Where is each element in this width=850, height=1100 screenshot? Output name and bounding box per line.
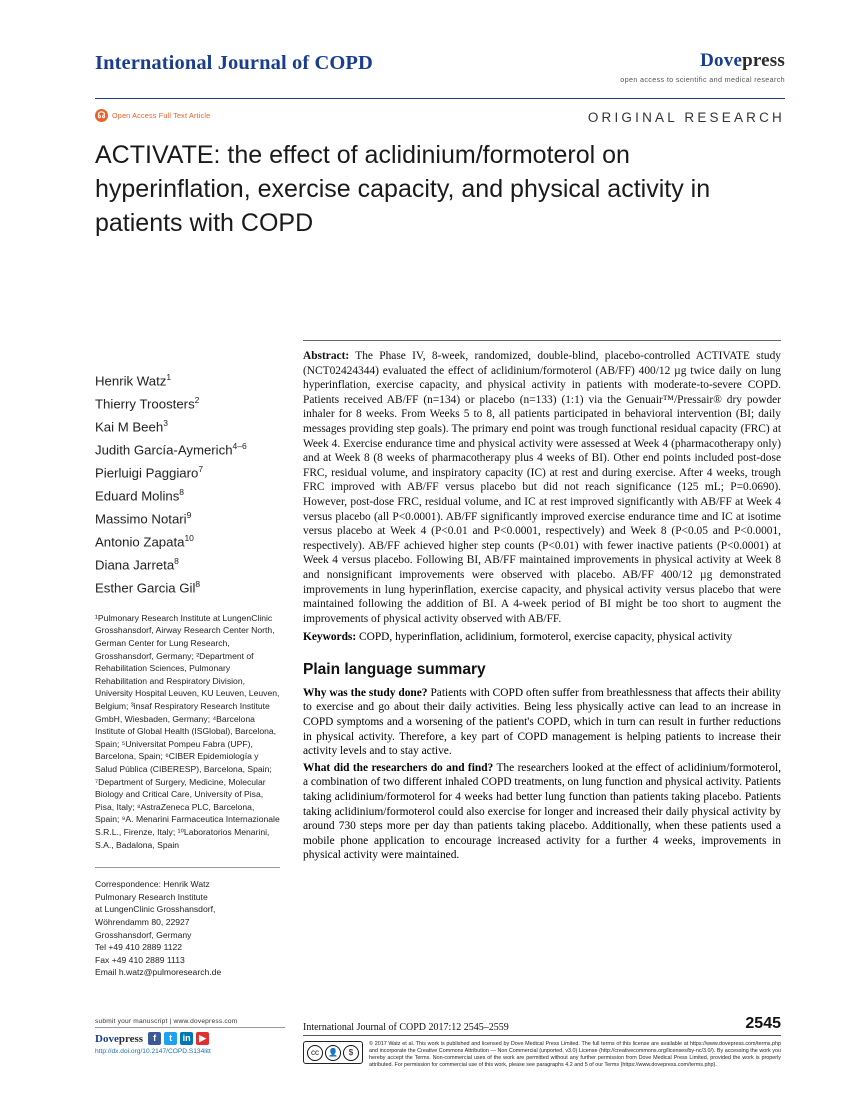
- correspondence-line: Correspondence: Henrik Watz: [95, 879, 210, 890]
- keywords-section: [303, 630, 781, 645]
- author-affiliation-marker: 10: [184, 532, 194, 543]
- author-name: Pierluigi Paggiaro$^7$: [95, 463, 204, 481]
- abstract-label: Abstract:: [303, 350, 350, 362]
- page-number: 2545: [745, 1015, 781, 1032]
- footer-dovepress-wordmark: [95, 1033, 143, 1045]
- footer-left: [95, 1018, 285, 1055]
- author-name: Judith García-Aymerich$^{4-6}$: [95, 440, 247, 458]
- plain-language-body: [303, 686, 781, 863]
- cc-nc-icon: $: [343, 1045, 359, 1061]
- journal-citation: International Journal of COPD 2017:12 2545–2559: [303, 1022, 509, 1033]
- press-text: press: [742, 50, 785, 71]
- author-affiliation-marker: 8: [174, 555, 179, 566]
- author-affiliation-marker: 2: [194, 394, 200, 405]
- author-affiliation-marker: 3: [163, 417, 168, 428]
- journal-title: International Journal of COPD: [95, 52, 373, 74]
- dovepress-tagline: open access to scientific and medical research: [620, 75, 785, 84]
- abstract-text: The Phase IV, 8-week, randomized, double-blind, placebo-controlled ACTIVATE study (NCT02424344) evaluated the effect of aclidinium/formoterol (AB/FF) 400/12 µg twice daily on lung hyperinflation, exercise capacity, and physical activity in patients with moderate-to-severe COPD. Patients received AB/FF (n=134) or placebo (n=133) (1:1) via the Genuair™/Pressair® dry powder inhaler for 8 weeks. From Weeks 5 to 8, all patients participated in behavioral intervention (BI; daily messages providing step goals). The primary end point was trough functional residual capacity (FRC) at Week 4. Exercise endurance time and physical activity were assessed at Week 4 (pharmacotherapy only) and at Week 8 (8 weeks of pharmacotherapy plus 4 weeks of BI). Other end points included post-dose FRC, residual volume, and inspiratory capacity (IC) at rest and during exercise. After 4 weeks, trough FRC improved with AB/FF versus placebo but did not reach significance (125 mL; P=0.0690). However, post-dose FRC, residual volume, and IC at rest improved significantly with AB/FF at Week 4 versus placebo (all P<0.0001). AB/FF significantly improved exercise endurance time and IC at isotime versus placebo at Week 4 (P<0.01 and P<0.0001, respectively) and Week 8 (P<0.05 and P<0.0001, respectively). AB/FF achieved higher step counts (P<0.01) with fewer inactive patients (P<0.0001) at Week 4 versus placebo. Following BI, AB/FF maintained improvements in physical activity at Week 8 and nonsignificant improvements were observed with placebo. AB/FF 400/12 µg demonstrated improvements in lung hyperinflation, exercise capacity, and physical activity versus placebo that were maintained following the addition of BI. A 4-week period of BI might be too short to augment the improvements of physical activity observed with AB/FF.: [303, 350, 781, 625]
- correspondence-line: Wöhrendamm 80, 22927: [95, 916, 190, 927]
- plain-language-answer: The researchers looked at the effect of aclidinium/formoterol, a combination of two different inhaled COPD treatments, on lung function and physical activity. Patients taking aclidinium/formoterol for 4 weeks had better lung function than patients taking placebo. Patients taking aclidinium/formoterol could also exercise for longer and increased their daily physical activity by around 730 steps more per day than patients taking placebo. Additionally, when these patients used a mobile phone application to encourage increased activity for a further 4 weeks, improvements in physical activity were maintained.: [303, 761, 782, 862]
- cc-by-icon: 👤: [325, 1045, 341, 1061]
- affiliations: ¹Pulmonary Research Institute at LungenClinic Grosshansdorf, Airway Research Center North, German Center for Lung Research, Grosshansdorf, Germany; ²Department of Rehabilitation Sciences, Pulmonary Rehabilitation and Respiratory Division, University Hospital Leuven, KU Leuven, Leuven, Belgium; ³insaf Respiratory Research Institute GmbH, Wiesbaden, Germany; ⁴Barcelona Institute of Global Health (ISGlobal), Barcelona, Spain; ⁵Universitat Pompeu Fabra (UPF), Barcelona, Spain; ⁶CIBER Epidemiología y Salud Pública (CIBERESP), Barcelona, Spain; ⁷Department of Surgery, Medicine, Molecular Biology and Critical Care, University of Pisa, Pisa, Italy; ⁸AstraZeneca PLC, Barcelona, Spain; ⁹A. Menarini Farmaceutica Internazionale S.R.L., Firenze, Italy; ¹⁰Laboratorios Menarini, S.A., Badalona, Spain: [95, 612, 280, 850]
- author-name: Thierry Troosters$^2$: [95, 394, 200, 412]
- license-block: [303, 1041, 781, 1069]
- abstract-top-divider: [303, 340, 781, 341]
- correspondence-line: at LungenClinic Grosshansdorf,: [95, 904, 216, 915]
- author-name: Massimo Notari$^9$: [95, 509, 192, 527]
- correspondence-line: Fax +49 410 2889 1113: [95, 954, 185, 965]
- author-affiliation-marker: 8: [179, 486, 185, 497]
- author-name: Diana Jarreta$^8$: [95, 555, 179, 573]
- open-access-badge[interactable]: [95, 109, 210, 122]
- author-name: Kai M Beeh$^3$: [95, 417, 168, 435]
- abstract-section: [303, 349, 781, 626]
- author-name: Esther Garcia Gil$^8$: [95, 578, 201, 596]
- page-title: ACTIVATE: the effect of aclidinium/formoterol on hyperinflation, exercise capacity, and physical activity in patients with COPD: [95, 141, 711, 237]
- plain-language-answer: Patients with COPD often suffer from breathlessness that affects their ability to exercise and go about their daily activities. Being less physically active can lead to an increase in COPD symptoms and a worsening of the patient's COPD, which in turn can result in further reductions in physical activity. Therefore, a key part of COPD management is helping patients to increase their activity levels and to stay active.: [303, 686, 781, 758]
- plain-language-paragraph: [303, 761, 781, 863]
- masthead-divider: [95, 98, 785, 99]
- author-affiliation-marker: 7: [198, 463, 204, 474]
- plain-language-question: What did the researchers do and find?: [303, 761, 494, 774]
- keywords-label: Keywords:: [303, 631, 357, 644]
- footer-dove-text: Dove: [95, 1032, 119, 1045]
- right-column: [303, 340, 781, 865]
- open-access-lock-icon: ☊: [95, 109, 108, 122]
- keywords-text: COPD, hyperinflation, aclidinium, formoterol, exercise capacity, physical activity: [356, 631, 733, 644]
- author-name: Henrik Watz$^1$: [95, 372, 172, 389]
- twitter-icon[interactable]: t: [164, 1032, 177, 1045]
- dovepress-wordmark: [620, 50, 785, 72]
- open-access-label: Open Access Full Text Article: [112, 111, 211, 120]
- footer-citation-row: [303, 1015, 781, 1036]
- correspondence-divider: [95, 867, 280, 868]
- author-affiliation-marker: 4–6: [232, 440, 247, 451]
- correspondence-line: Email h.watz@pulmoresearch.de: [95, 967, 222, 978]
- masthead: [95, 52, 785, 92]
- correspondence-line: Pulmonary Research Institute: [95, 891, 208, 902]
- footer-dovepress: [95, 1032, 285, 1045]
- footer-press-text: press: [118, 1032, 144, 1045]
- correspondence-block: [95, 878, 280, 979]
- correspondence-line: Grosshansdorf, Germany: [95, 929, 192, 940]
- cc-icon: cc: [307, 1045, 323, 1061]
- author-affiliation-marker: 8: [195, 578, 201, 589]
- creative-commons-badge[interactable]: [303, 1041, 363, 1064]
- social-links: [148, 1032, 209, 1045]
- author-list: [95, 368, 280, 598]
- submit-manuscript-link[interactable]: submit your manuscript | www.dovepress.com: [95, 1018, 285, 1028]
- author-name: Antonio Zapata$^{10}$: [95, 532, 194, 550]
- youtube-icon[interactable]: ▶: [196, 1032, 209, 1045]
- author-affiliation-marker: 9: [186, 509, 192, 520]
- article-type-label: ORIGINAL RESEARCH: [587, 110, 785, 125]
- dovepress-logo: [620, 50, 785, 84]
- left-column: [95, 368, 280, 979]
- author-affiliation-marker: 1: [166, 372, 172, 382]
- doi-link[interactable]: http://dx.doi.org/10.2147/COPD.S134litt: [95, 1048, 211, 1055]
- license-text: © 2017 Watz et al. This work is published and licensed by Dove Medical Press Limited. The full terms of this license are available at https://www.dovepress.com/terms.php and incorporate the Creative Commons Attribution — Non Commercial (unported, v3.0) License (http://creativecommons.org/licenses/by-nc/3.0/). By accessing the work you hereby accept the Terms. Non-commercial uses of the work are permitted without any further permission from Dove Medical Press Limited, provided the work is properly attributed. For permission for commercial use of this work, please see paragraphs 4.2 and 5 of our Terms (https://www.dovepress.com/terms.php).: [369, 1041, 781, 1068]
- linkedin-icon[interactable]: in: [180, 1032, 193, 1045]
- author-name: Eduard Molins$^8$: [95, 486, 185, 504]
- dove-text: Dove: [700, 50, 743, 71]
- plain-language-question: Why was the study done?: [303, 686, 428, 699]
- facebook-icon[interactable]: f: [148, 1032, 161, 1045]
- plain-language-paragraph: [303, 686, 781, 759]
- plain-language-heading: Plain language summary: [303, 660, 486, 678]
- footer-right: [303, 1015, 781, 1069]
- correspondence-line: Tel +49 410 2889 1122: [95, 942, 183, 953]
